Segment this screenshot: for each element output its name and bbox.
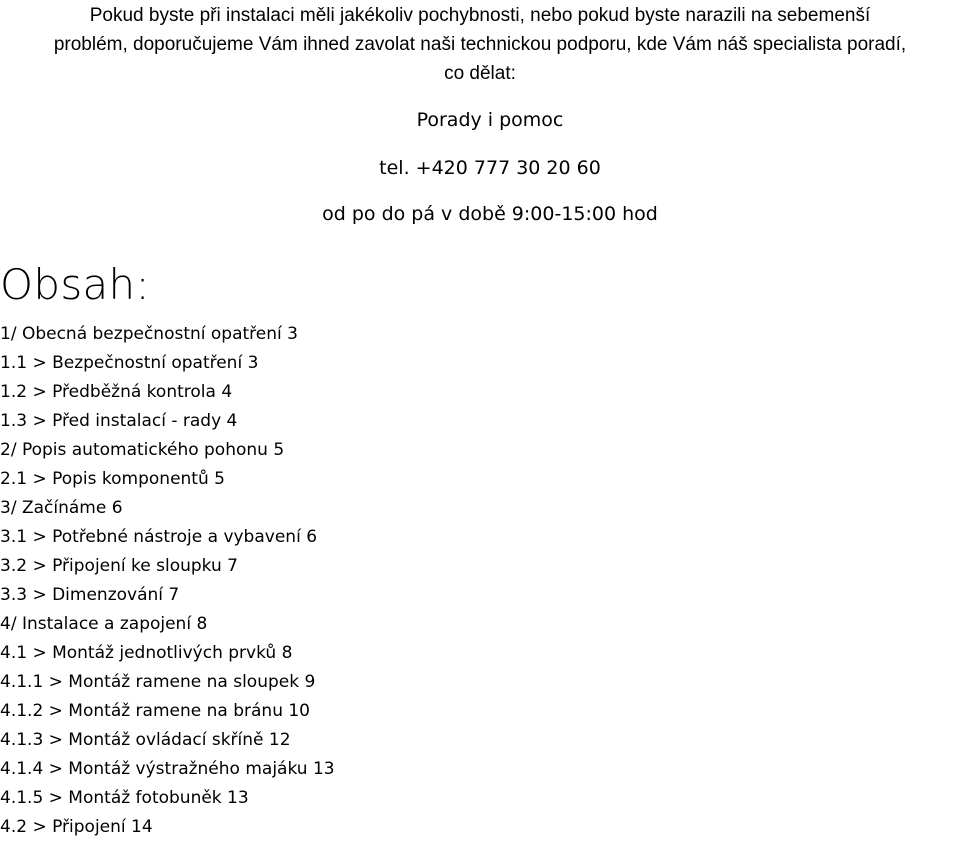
toc-item: 4.2 > Připojení 14 (0, 817, 153, 837)
intro-line: Pokud byste při instalaci měli jakékoliv pochybnosti, nebo pokud byste narazili na sebemenší (89, 5, 871, 26)
toc-item: 3.3 > Dimenzování 7 (0, 585, 180, 605)
toc-item: 3.1 > Potřebné nástroje a vybavení 6 (0, 527, 318, 547)
toc-item: 2/ Popis automatického pohonu 5 (0, 440, 285, 460)
toc-item: 4.1.2 > Montáž ramene na bránu 10 (0, 701, 311, 721)
toc-item: 1.2 > Předběžná kontrola 4 (0, 382, 233, 402)
toc-item: 4.1 > Montáž jednotlivých prvků 8 (0, 643, 293, 663)
toc-item: 1.3 > Před instalací - rady 4 (0, 411, 238, 431)
toc-item: 4.1.5 > Montáž fotobuněk 13 (0, 788, 249, 808)
toc-heading: Obsah: (0, 260, 150, 309)
toc-item: 3.2 > Připojení ke sloupku 7 (0, 556, 238, 576)
toc-item: 4.1.4 > Montáž výstražného majáku 13 (0, 759, 335, 779)
toc-item: 1.1 > Bezpečnostní opatření 3 (0, 353, 259, 373)
intro-line: co dělat: (444, 63, 516, 84)
support-hours: od po do pá v době 9:00-15:00 hod (322, 203, 658, 225)
table-of-contents (0, 320, 335, 842)
support-phone: tel. +420 777 30 20 60 (379, 157, 601, 179)
intro-paragraph (0, 1, 960, 88)
toc-item: 1/ Obecná bezpečnostní opatření 3 (0, 324, 298, 344)
toc-item: 4.1.3 > Montáž ovládací skříně 12 (0, 730, 291, 750)
toc-item: 2.1 > Popis komponentů 5 (0, 469, 225, 489)
toc-item: 4.1.1 > Montáž ramene na sloupek 9 (0, 672, 316, 692)
support-title: Porady i pomoc (416, 109, 564, 131)
toc-item: 4/ Instalace a zapojení 8 (0, 614, 208, 634)
intro-line: problém, doporučujeme Vám ihned zavolat naši technickou podporu, kde Vám náš specialista poradí, (53, 34, 907, 55)
toc-item: 3/ Začínáme 6 (0, 498, 123, 518)
